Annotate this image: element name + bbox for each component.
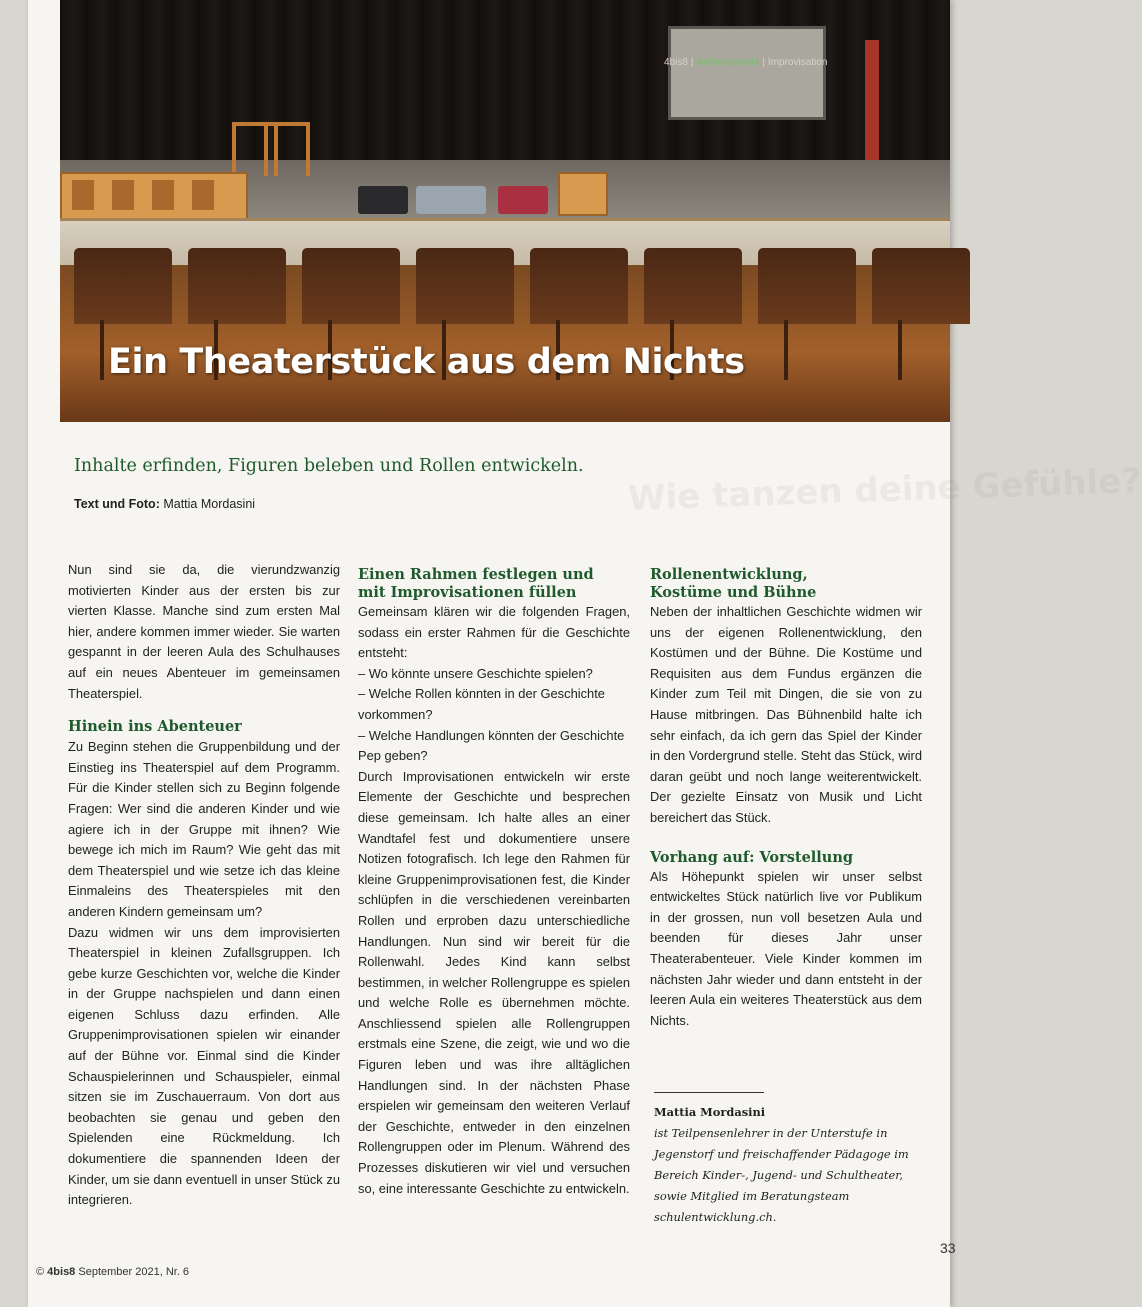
question-item: – Welche Rollen könnten in der Geschichte vorkommen? — [358, 686, 605, 722]
author-name: Mattia Mordasini — [654, 1105, 766, 1119]
column-1 — [68, 560, 340, 1211]
hinein-paragraph-1: Zu Beginn stehen die Gruppenbildung und der Einstieg ins Theaterspiel auf dem Programm. Für die Kinder stellen sich zu Beginn folgende Fragen: Wer sind die anderen Kinder und wie agiere ich in der Gruppe mit ihnen? Wie bewege ich mich im Raum? Wie geht das mit dem Theaterspiel und wie setze ich das kleine Einmaleins des Theaterspieles mit den anderen Kindern gemeinsam um? — [68, 739, 340, 919]
breadcrumb-brand: 4bis8 — [664, 57, 688, 68]
author-description: ist Teilpensenlehrer in der Unterstufe in Jegenstorf und freischaffender Pädagoge im Bereich Kinder-, Jugend- und Schultheater, sowie Mitglied im Beratungsteam schulentwicklung.ch. — [654, 1126, 909, 1224]
suitcase — [498, 186, 548, 214]
rollen-heading-line2: Kostüme und Bühne — [650, 584, 817, 601]
auditorium-chair — [644, 248, 742, 324]
rahmen-heading-line1: Einen Rahmen festlegen und — [358, 566, 594, 583]
auditorium-chair — [758, 248, 856, 324]
section-heading-rahmen — [358, 566, 630, 602]
copyright-symbol: © — [36, 1266, 45, 1278]
vorhang-paragraph: Als Höhepunkt spielen wir unser selbst entwickeltes Stück natürlich live vor Publikum in der grossen, nun voll besetzen Aula und beenden für dieses Jahr unser Theaterabenteuer. Viele Kinder kommen im nächsten Jahr wieder und dann entsteht in der leeren Aula ein weiteres Theaterstück aus dem Nichts. — [650, 868, 922, 1028]
byline-label: Text und Foto: — [74, 497, 160, 511]
auditorium-chair — [416, 248, 514, 324]
wooden-shelf — [60, 172, 248, 220]
rahmen-heading-line2: mit Improvisationen füllen — [358, 584, 577, 601]
auditorium-chair — [188, 248, 286, 324]
column-3 — [650, 566, 922, 1031]
breadcrumb-section: Schwerpunkt — [696, 57, 760, 68]
page-title: Ein Theaterstück aus dem Nichts — [108, 342, 745, 382]
prop-box — [416, 186, 486, 214]
auditorium-chair — [74, 248, 172, 324]
article-subtitle: Inhalte erfinden, Figuren beleben und Rollen entwickeln. — [74, 456, 584, 476]
section-heading-hinein: Hinein ins Abenteuer — [68, 718, 242, 736]
column-2 — [358, 566, 630, 1199]
breadcrumb: 4bis8 | Schwerpunkt | Improvisation — [664, 57, 828, 68]
author-bio — [654, 1102, 930, 1228]
byline — [74, 497, 255, 511]
footer-brand: 4bis8 — [47, 1266, 76, 1278]
rahmen-paragraph-2: Durch Improvisationen entwickeln wir erste Elemente der Geschichte und besprechen diese gemeinsam. Ich halte alles an einer Wandtafel fest und dokumentiere unsere Notizen fotografisch. Ich lege den Rahmen für kleine Gruppenimprovisationen fest, die Kinder schlüpfen in die verschiedenen vereinbarten Rollen und erproben dazu unterschiedliche Handlungen. Nun sind wir bereit für die Rollenwahl. Jedes Kind kann selbst bestimmen, in welcher Rollengruppe es spielen und welche Rolle es übernehmen möchte. Anschliessend spielen alle Rollengruppen erstmals eine Szene, die zeigt, wie und wo die Figuren leben und was ihre alltäglichen Handlungen sind. In der nächsten Phase erspielen wir gemeinsam den weiteren Verlauf der Geschichte, entweder in den einzelnen Rollengruppen oder im Plenum. Während des Prozesses diskutieren wir viel und versuchen so, eine interessante Geschichte zu entwickeln. — [358, 768, 630, 1196]
hero-photo — [60, 0, 950, 422]
byline-author: Mattia Mordasini — [163, 497, 256, 511]
magazine-page — [28, 0, 1142, 1307]
show-through-text: Wie tanzen deine Gefühle? — [627, 461, 1142, 519]
divider — [654, 1092, 764, 1093]
footer — [36, 1266, 189, 1278]
rollen-heading-line1: Rollenentwicklung, — [650, 566, 808, 583]
section-heading-rollen — [650, 566, 922, 602]
rollen-paragraph: Neben der inhaltlichen Geschichte widmen wir uns der eigenen Rollenentwicklung, den Kostümen und der Bühne. Die Kostüme und Requisiten aus dem Fundus ergänzen die Kinder zum Teil mit Dingen, die sie von zu Hause mitbringen. Das Bühnenbild halte ich sehr einfach, da ich gern das Spiel der Kinder in den Vordergrund stelle. Steht das Stück, wird daran geübt und noch lange weiterentwickelt. Der gezielte Einsatz von Musik und Licht bereichert das Stück. — [650, 604, 922, 825]
page-number: 33 — [940, 1240, 956, 1256]
question-item: – Wo könnte unsere Geschichte spielen? — [358, 665, 593, 681]
blackboard — [668, 26, 826, 120]
hinein-paragraph-2: Dazu widmen wir uns dem improvisierten Theaterspiel in kleinen Zufallsgruppen. Ich gebe kurze Geschichten vor, welche die Kinder in der Gruppe nachspielen und dann einen eigenen Schluss dazu erfinden. Alle Gruppenimprovisationen spielen wir einander auf der Bühne vor. Einmal sind die Kinder Schauspielerinnen und Schauspieler, einmal sitzen sie im Zuschauerraum. Von dort aus beobachten sie genau und geben den Spielenden eine Rückmeldung. Ich dokumentiere die spannenden Ideen der Kinder, um sie dann eventuell in unser Stück zu integrieren. — [68, 924, 340, 1208]
suitcase — [358, 186, 408, 214]
section-heading-vorhang: Vorhang auf: Vorstellung — [650, 848, 854, 866]
auditorium-chair — [530, 248, 628, 324]
auditorium-chair — [872, 248, 970, 324]
rahmen-paragraph-1: Gemeinsam klären wir die folgenden Fragen, sodass ein erster Rahmen für die Geschichte entsteht: — [358, 604, 630, 661]
wooden-box — [558, 172, 608, 216]
stage-chair — [264, 122, 310, 176]
auditorium-chair — [302, 248, 400, 324]
intro-paragraph: Nun sind sie da, die vierundzwanzig motivierten Kinder aus der ersten bis zur vierten Klasse. Manche sind zum ersten Mal hier, andere kommen immer wieder. Sie warten gespannt in der leeren Aula des Schulhauses auf ein neues Abenteuer im gemeinsamen Theaterspiel. — [68, 562, 340, 701]
question-item: – Welche Handlungen könnten der Geschichte Pep geben? — [358, 727, 625, 764]
issue-info: September 2021, Nr. 6 — [78, 1266, 190, 1278]
breadcrumb-topic: Improvisation — [767, 57, 828, 68]
